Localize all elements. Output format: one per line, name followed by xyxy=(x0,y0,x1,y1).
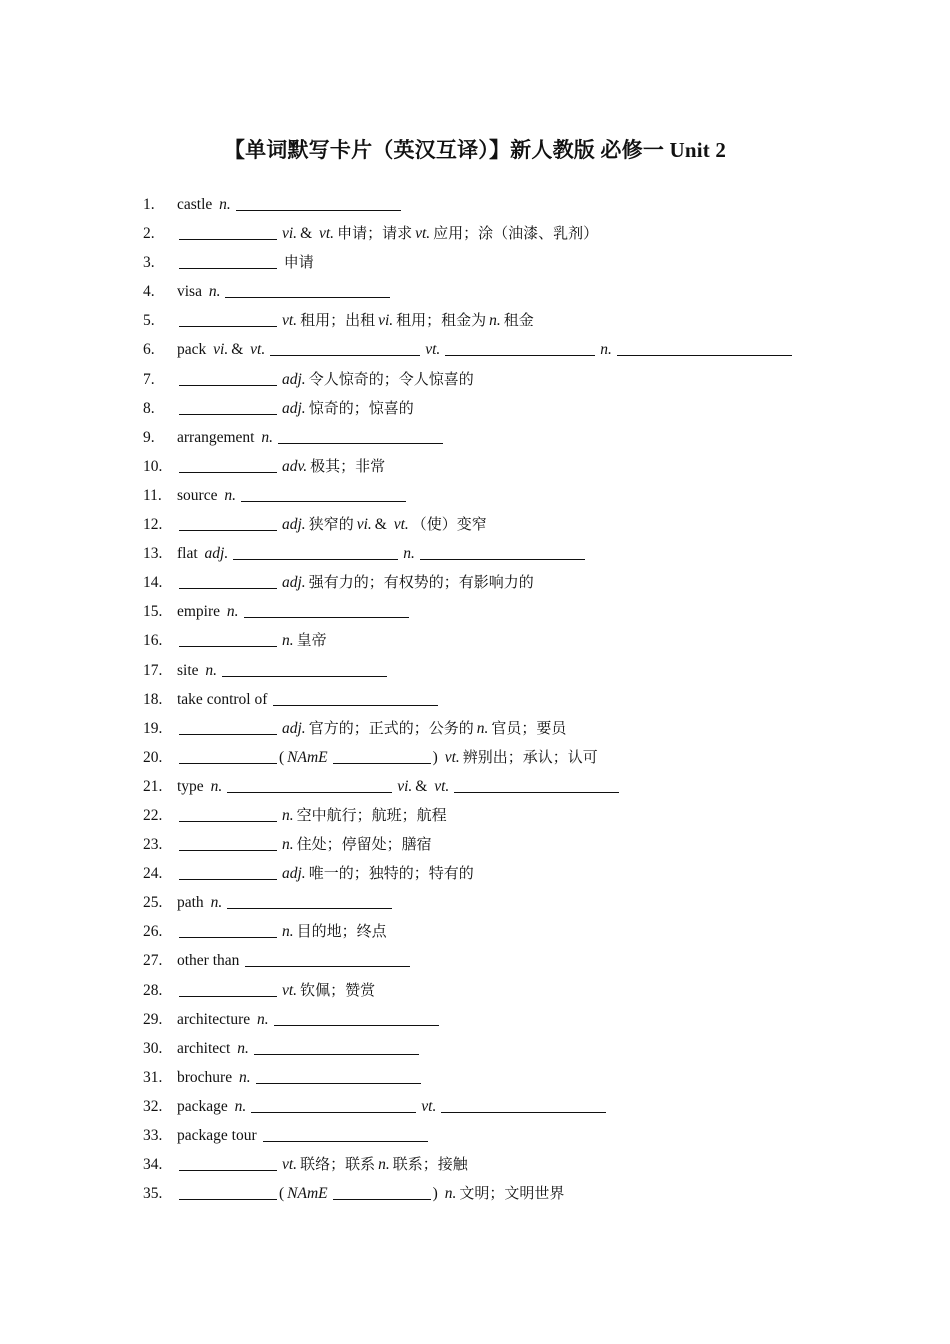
part-of-speech: n. xyxy=(282,923,294,941)
answer-blank[interactable] xyxy=(179,645,277,647)
list-item xyxy=(143,1063,843,1092)
answer-blank[interactable] xyxy=(179,413,277,415)
part-of-speech: n. xyxy=(600,341,612,359)
item-number: 21. xyxy=(143,777,163,795)
english-term: type xyxy=(177,777,204,795)
list-item xyxy=(143,743,843,772)
part-of-speech: n. xyxy=(208,283,221,301)
part-of-speech: adj. xyxy=(282,574,306,592)
chinese-meaning: 住处；停留处；膳宿 xyxy=(296,835,432,854)
part-of-speech: vi. xyxy=(397,777,413,795)
item-number: 2. xyxy=(143,225,155,243)
answer-blank[interactable] xyxy=(179,733,277,735)
answer-blank[interactable] xyxy=(256,1082,421,1084)
english-term: castle xyxy=(177,196,213,213)
answer-blank[interactable] xyxy=(179,849,277,851)
answer-blank[interactable] xyxy=(179,820,277,822)
item-number: 35. xyxy=(143,1185,163,1203)
answer-blank[interactable] xyxy=(179,1198,277,1200)
part-of-speech: vi. xyxy=(282,225,298,243)
part-of-speech: vt. xyxy=(282,1156,298,1174)
list-item xyxy=(143,772,843,801)
english-term: & xyxy=(415,777,428,795)
part-of-speech: adv. xyxy=(282,457,308,475)
english-term: other than xyxy=(177,952,244,970)
part-of-speech: n. xyxy=(489,312,501,330)
chinese-meaning: 租金 xyxy=(503,311,534,330)
answer-blank[interactable] xyxy=(445,354,595,356)
english-term: path xyxy=(177,894,204,912)
answer-blank[interactable] xyxy=(617,354,792,356)
chinese-meaning: 申请 xyxy=(279,253,314,272)
part-of-speech: vt. xyxy=(282,312,298,330)
english-term: package tour xyxy=(177,1127,261,1144)
list-item xyxy=(143,1005,843,1034)
list-item xyxy=(143,626,843,655)
english-term: pack xyxy=(177,341,207,359)
list-item xyxy=(143,568,843,597)
chinese-meaning: 申请；请求 xyxy=(337,224,413,243)
answer-blank[interactable] xyxy=(227,907,392,909)
answer-blank[interactable] xyxy=(179,267,277,269)
list-item xyxy=(143,859,843,888)
part-of-speech: n. xyxy=(226,603,239,621)
english-term: take control of xyxy=(177,690,272,708)
item-number: 34. xyxy=(143,1156,163,1174)
answer-blank[interactable] xyxy=(251,1111,416,1113)
item-number: 16. xyxy=(143,632,163,650)
answer-blank[interactable] xyxy=(179,878,277,880)
answer-blank[interactable] xyxy=(274,1024,439,1026)
list-item xyxy=(143,394,843,423)
item-number: 9. xyxy=(143,428,155,446)
part-of-speech: vt. xyxy=(434,777,450,795)
part-of-speech: n. xyxy=(444,1185,457,1203)
list-item xyxy=(143,1121,843,1150)
answer-blank[interactable] xyxy=(233,558,398,560)
part-of-speech: adj. xyxy=(282,516,306,534)
list-item xyxy=(143,335,843,364)
english-term: & xyxy=(231,341,244,359)
english-term: flat xyxy=(177,545,198,563)
item-number: 31. xyxy=(143,1068,163,1086)
list-item xyxy=(143,481,843,510)
list-item xyxy=(143,976,843,1005)
answer-blank[interactable] xyxy=(179,936,277,938)
part-of-speech: vt. xyxy=(444,748,460,766)
english-term: visa xyxy=(177,283,202,301)
item-number: 18. xyxy=(143,690,163,708)
list-item xyxy=(143,685,843,714)
item-number: 33. xyxy=(143,1127,163,1144)
item-number: 15. xyxy=(143,603,163,621)
part-of-speech: vt. xyxy=(393,516,409,534)
part-of-speech: NAmE xyxy=(287,1185,328,1203)
english-term: package xyxy=(177,1097,228,1115)
list-item xyxy=(143,597,843,626)
answer-blank[interactable] xyxy=(179,384,277,386)
answer-blank[interactable] xyxy=(454,791,619,793)
chinese-meaning: 令人惊奇的；令人惊喜的 xyxy=(308,369,474,388)
item-number: 7. xyxy=(143,370,155,388)
part-of-speech: n. xyxy=(210,777,223,795)
item-number: 3. xyxy=(143,254,155,272)
answer-blank[interactable] xyxy=(222,675,387,677)
list-item xyxy=(143,510,843,539)
answer-blank[interactable] xyxy=(278,442,443,444)
item-number: 10. xyxy=(143,457,163,475)
answer-blank[interactable] xyxy=(236,209,401,211)
part-of-speech: adj. xyxy=(204,545,229,563)
part-of-speech: vt. xyxy=(319,225,335,243)
answer-blank[interactable] xyxy=(179,529,277,531)
chinese-meaning: 钦佩；赞赏 xyxy=(300,980,376,999)
answer-blank[interactable] xyxy=(245,965,410,967)
answer-blank[interactable] xyxy=(333,1198,431,1200)
item-number: 12. xyxy=(143,516,163,534)
chinese-meaning: 唯一的；独特的；特有的 xyxy=(308,864,474,883)
part-of-speech: adj. xyxy=(282,399,306,417)
answer-blank[interactable] xyxy=(179,587,277,589)
part-of-speech: vi. xyxy=(213,341,229,359)
part-of-speech: vi. xyxy=(378,312,394,330)
english-term: brochure xyxy=(177,1068,233,1086)
english-term: site xyxy=(177,661,199,679)
part-of-speech: adj. xyxy=(282,865,306,883)
english-term: & xyxy=(300,225,313,243)
item-number: 11. xyxy=(143,486,162,504)
chinese-meaning: 辨别出；承认；认可 xyxy=(462,747,598,766)
answer-blank[interactable] xyxy=(244,616,409,618)
english-term: architecture xyxy=(177,1010,251,1028)
answer-blank[interactable] xyxy=(241,500,406,502)
part-of-speech: n. xyxy=(282,836,294,854)
english-term: ) xyxy=(432,1185,438,1203)
list-item xyxy=(143,656,843,685)
part-of-speech: n. xyxy=(403,545,415,563)
chinese-meaning: 惊奇的；惊喜的 xyxy=(308,398,414,417)
part-of-speech: vt. xyxy=(282,981,298,999)
list-item xyxy=(143,801,843,830)
item-number: 20. xyxy=(143,748,163,766)
part-of-speech: vt. xyxy=(250,341,266,359)
item-number: 1. xyxy=(143,196,155,213)
item-number: 13. xyxy=(143,545,163,563)
part-of-speech: n. xyxy=(282,806,294,824)
english-term: ) xyxy=(432,748,438,766)
item-number: 19. xyxy=(143,719,163,737)
part-of-speech: n. xyxy=(224,486,236,504)
chinese-meaning: 狭窄的 xyxy=(308,515,354,534)
item-number: 4. xyxy=(143,283,155,301)
answer-blank[interactable] xyxy=(179,471,277,473)
part-of-speech: n. xyxy=(378,1156,390,1174)
list-item xyxy=(143,190,843,219)
item-number: 30. xyxy=(143,1039,163,1057)
chinese-meaning: 极其；非常 xyxy=(310,456,386,475)
list-item xyxy=(143,1179,843,1208)
answer-blank[interactable] xyxy=(273,704,438,706)
chinese-meaning: 联络；联系 xyxy=(300,1155,376,1174)
part-of-speech: NAmE xyxy=(287,748,328,766)
english-term: source xyxy=(177,486,218,504)
list-item xyxy=(143,365,843,394)
list-item xyxy=(143,888,843,917)
part-of-speech: vt. xyxy=(425,341,441,359)
chinese-meaning: 租用；出租 xyxy=(300,311,376,330)
item-number: 14. xyxy=(143,574,163,592)
english-term: empire xyxy=(177,603,221,621)
answer-blank[interactable] xyxy=(254,1053,419,1055)
chinese-meaning: 文明；文明世界 xyxy=(459,1184,565,1203)
page-title: 【单词默写卡片（英汉互译）】新人教版 必修一 Unit 2 xyxy=(223,138,727,162)
answer-blank[interactable] xyxy=(179,325,277,327)
part-of-speech: n. xyxy=(261,428,273,446)
list-item xyxy=(143,714,843,743)
item-number: 29. xyxy=(143,1010,163,1028)
chinese-meaning: 强有力的；有权势的；有影响力的 xyxy=(308,573,534,592)
item-number: 22. xyxy=(143,806,163,824)
english-term: ( xyxy=(279,748,285,766)
part-of-speech: vt. xyxy=(415,225,431,243)
item-number: 17. xyxy=(143,661,163,679)
item-number: 8. xyxy=(143,399,155,417)
item-number: 6. xyxy=(143,341,155,359)
answer-blank[interactable] xyxy=(420,558,585,560)
part-of-speech: n. xyxy=(257,1010,269,1028)
part-of-speech: vt. xyxy=(421,1097,437,1115)
list-item xyxy=(143,219,843,248)
item-number: 27. xyxy=(143,952,163,970)
answer-blank[interactable] xyxy=(225,296,390,298)
answer-blank[interactable] xyxy=(179,1169,277,1171)
list-item xyxy=(143,1092,843,1121)
chinese-meaning: 应用；涂（油漆、乳剂） xyxy=(433,224,599,243)
answer-blank[interactable] xyxy=(333,762,431,764)
list-item xyxy=(143,917,843,946)
item-number: 25. xyxy=(143,894,163,912)
list-item xyxy=(143,1150,843,1179)
answer-blank[interactable] xyxy=(441,1111,606,1113)
list-item xyxy=(143,306,843,335)
item-number: 32. xyxy=(143,1097,163,1115)
chinese-meaning: 皇帝 xyxy=(296,631,327,650)
chinese-meaning: 官方的；正式的；公务的 xyxy=(308,718,474,737)
part-of-speech: adj. xyxy=(282,370,306,388)
english-term: arrangement xyxy=(177,428,255,446)
part-of-speech: n. xyxy=(219,196,231,213)
list-item xyxy=(143,830,843,859)
answer-blank[interactable] xyxy=(263,1140,428,1142)
part-of-speech: n. xyxy=(237,1039,249,1057)
answer-blank[interactable] xyxy=(270,354,420,356)
part-of-speech: n. xyxy=(282,632,294,650)
part-of-speech: n. xyxy=(238,1068,251,1086)
list-item xyxy=(143,248,843,277)
answer-blank[interactable] xyxy=(179,762,277,764)
answer-blank[interactable] xyxy=(179,995,277,997)
vocab-list xyxy=(143,190,843,1208)
english-term: ( xyxy=(279,1185,285,1203)
english-term: architect xyxy=(177,1039,231,1057)
chinese-meaning: 租用；租金为 xyxy=(396,311,487,330)
list-item xyxy=(143,539,843,568)
english-term: & xyxy=(374,516,387,534)
list-item xyxy=(143,423,843,452)
list-item xyxy=(143,1034,843,1063)
chinese-meaning: 官员；要员 xyxy=(491,718,567,737)
item-number: 23. xyxy=(143,836,163,854)
part-of-speech: n. xyxy=(234,1097,247,1115)
item-number: 26. xyxy=(143,923,163,941)
chinese-meaning: 目的地；终点 xyxy=(296,922,387,941)
chinese-meaning: 联系；接触 xyxy=(392,1155,468,1174)
answer-blank[interactable] xyxy=(179,238,277,240)
answer-blank[interactable] xyxy=(227,791,392,793)
part-of-speech: n. xyxy=(205,661,218,679)
list-item xyxy=(143,946,843,975)
list-item xyxy=(143,452,843,481)
chinese-meaning: （使）变窄 xyxy=(411,515,487,534)
part-of-speech: vi. xyxy=(356,516,372,534)
item-number: 5. xyxy=(143,312,155,330)
part-of-speech: adj. xyxy=(282,719,306,737)
list-item xyxy=(143,277,843,306)
part-of-speech: n. xyxy=(476,719,489,737)
item-number: 24. xyxy=(143,865,163,883)
chinese-meaning: 空中航行；航班；航程 xyxy=(296,805,447,824)
part-of-speech: n. xyxy=(210,894,223,912)
item-number: 28. xyxy=(143,981,163,999)
